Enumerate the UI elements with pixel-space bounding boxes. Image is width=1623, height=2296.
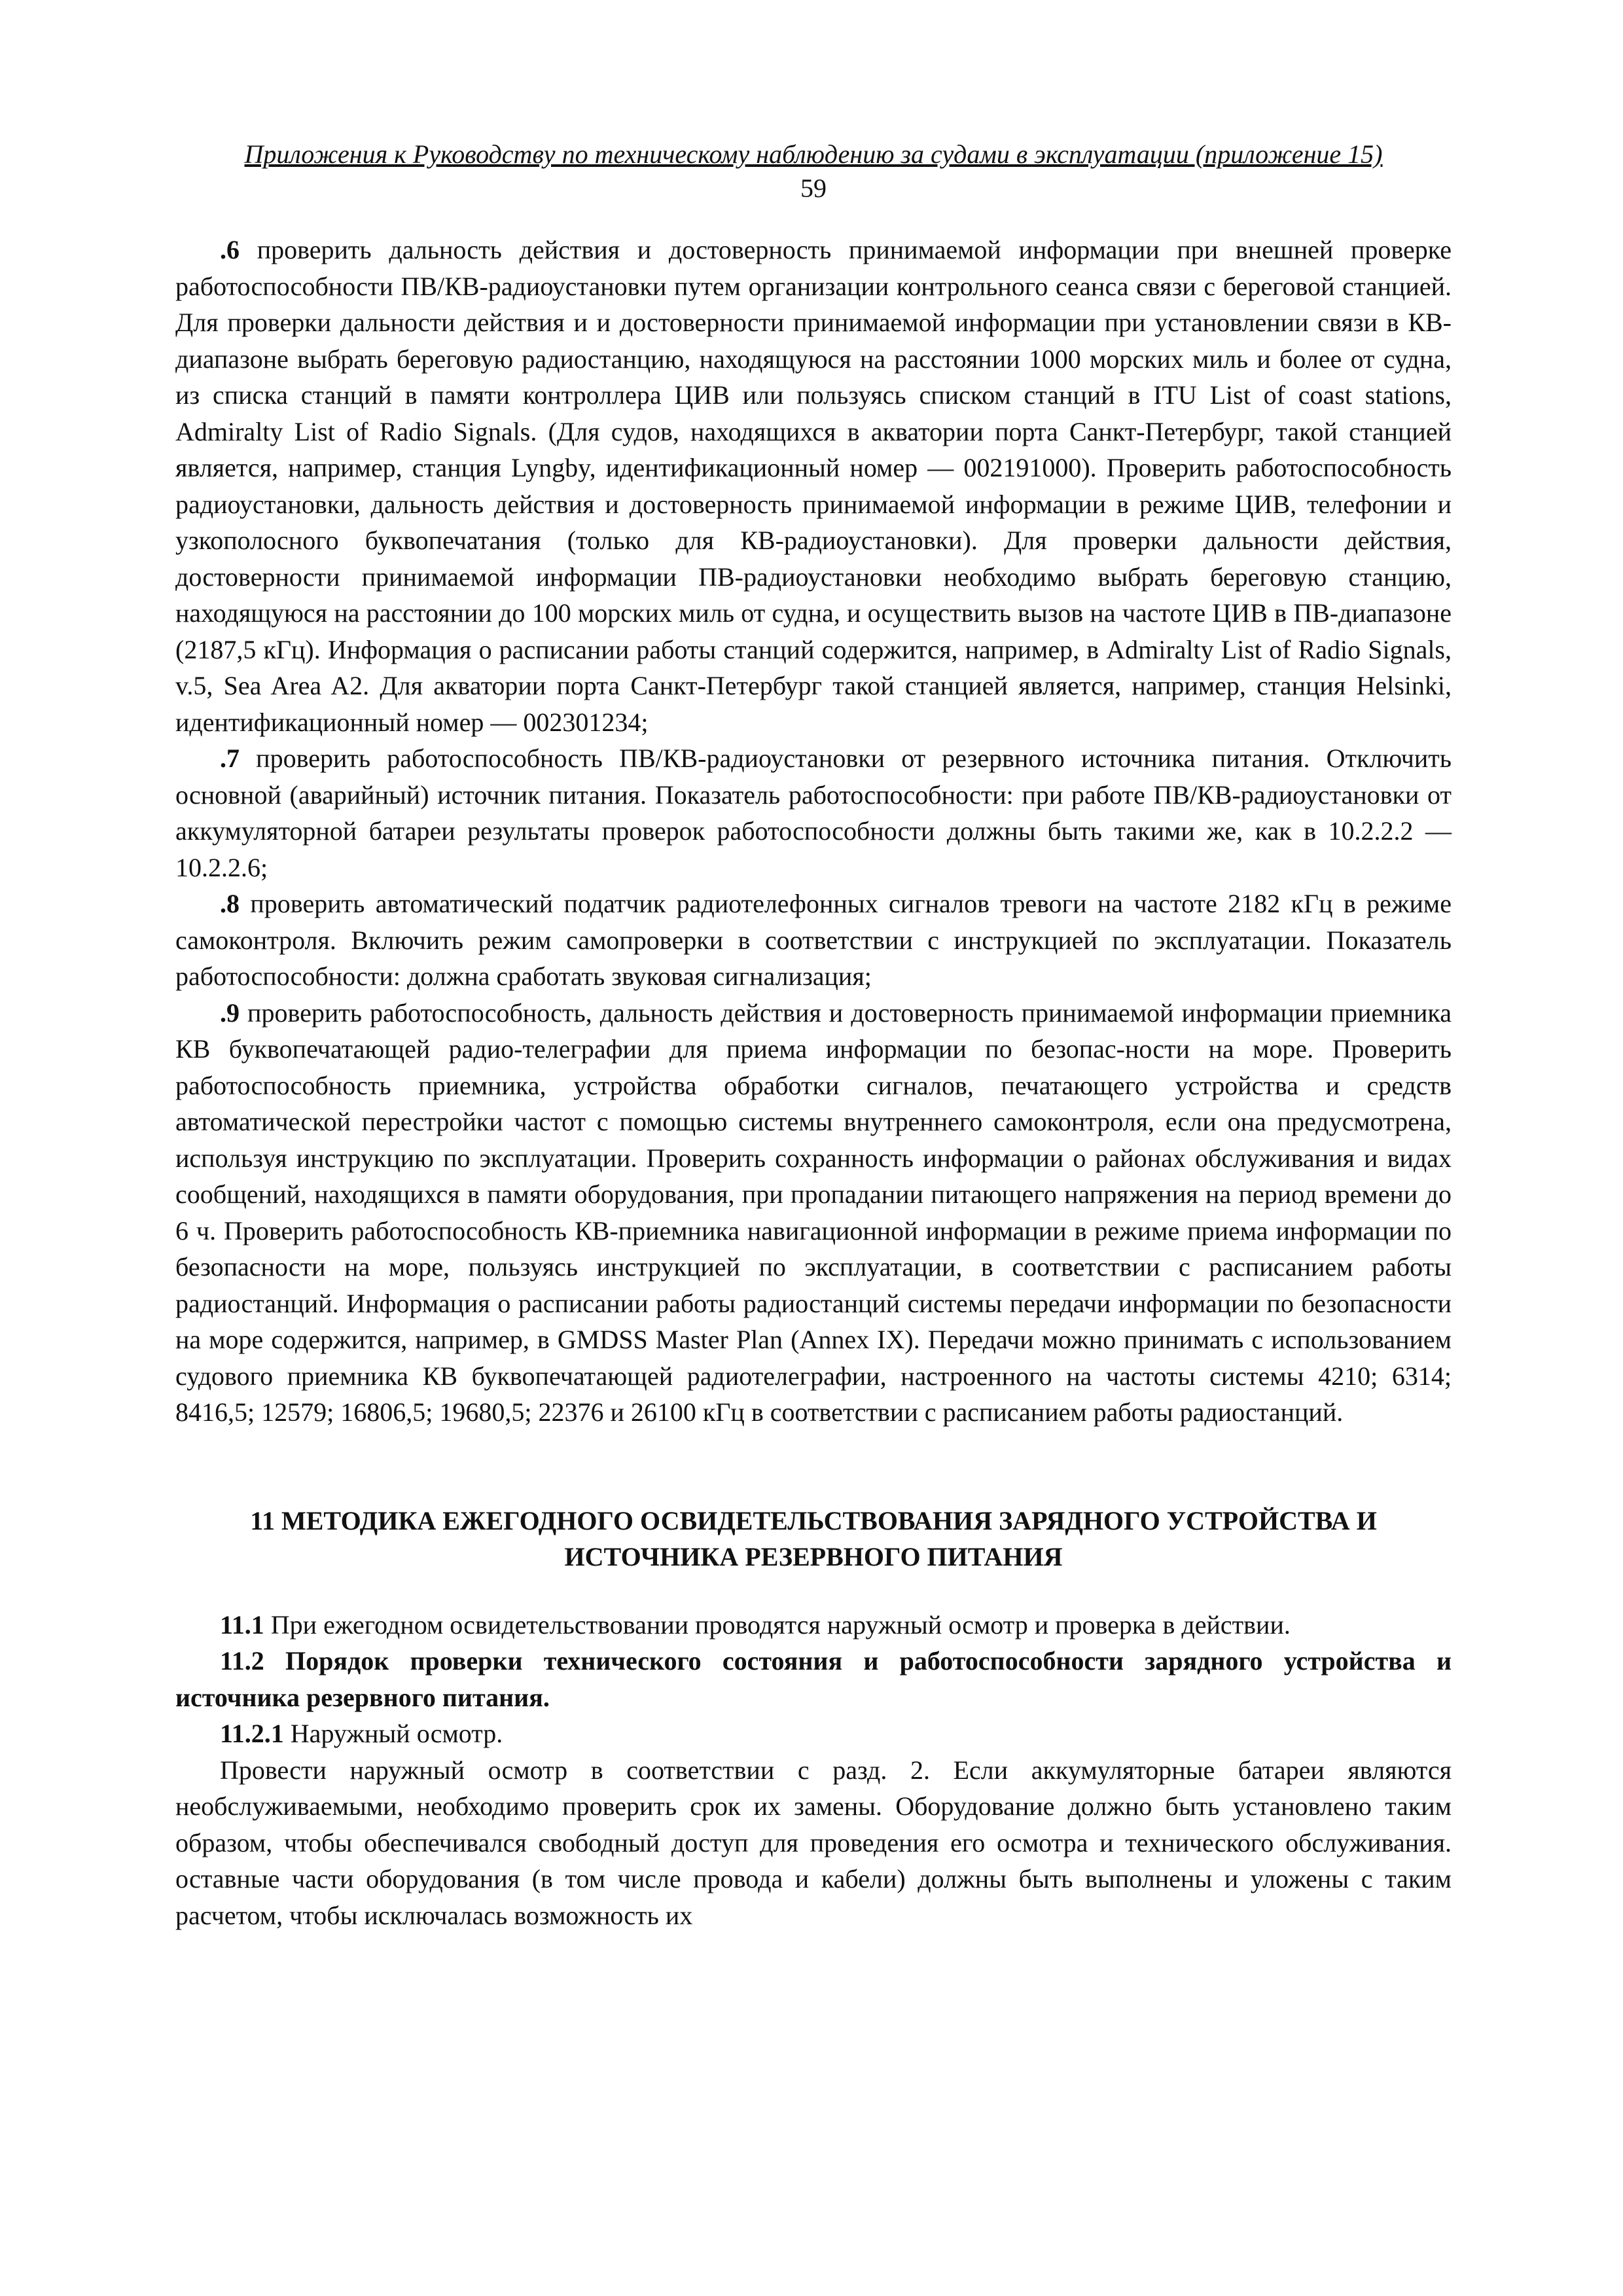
section-heading	[175, 1503, 1452, 1575]
paragraph-item-7	[175, 740, 1452, 886]
paragraph-item-6	[175, 232, 1452, 740]
item-number: 11.1	[220, 1609, 264, 1640]
section-heading-line-2: ИСТОЧНИКА РЕЗЕРВНОГО ПИТАНИЯ	[564, 1542, 1063, 1571]
paragraph-11-1	[175, 1607, 1452, 1643]
paragraph-inspection: Провести наружный осмотр в соответствии с разд. 2. Если аккумуляторные батареи являются необслуживаемыми, необходимо проверить срок их замены. Оборудование должно быть установлено таким образом, чтобы обеспечивался свободный доступ для проведения его осмотра и технического обслуживания. оставные части оборудования (в том числе провода и кабели) должны быть выполнены и уложены с таким расчетом, чтобы исключалась возможность их	[175, 1755, 1452, 1930]
section-heading-line-1: 11 МЕТОДИКА ЕЖЕГОДНОГО ОСВИДЕТЕЛЬСТВОВАНИЯ ЗАРЯДНОГО УСТРОЙСТВА И	[250, 1505, 1377, 1535]
item-text: При ежегодном освидетельствовании проводятся наружный осмотр и проверка в действии.	[264, 1609, 1291, 1640]
item-number: .9	[220, 997, 240, 1028]
item-text: Наружный осмотр.	[283, 1719, 503, 1748]
paragraph-item-8	[175, 886, 1452, 995]
running-header: Приложения к Руководству по техническому наблюдению за судами в эксплуатации (приложение 15)	[244, 139, 1383, 169]
item-number: .6	[220, 235, 240, 264]
page-number: 59	[800, 173, 827, 203]
item-text: проверить дальность действия и достоверность принимаемой информации при внешней проверке работоспособности ПВ/КВ-радиоустановки путем организации контрольного сеанса связи с береговой станцией. Для проверки дальности действия и и достоверности принимаемой информации при установлении связи в КВ-диапазоне выбрать береговую радиостанцию, находящуюся на расстоянии 1000 морских миль и более от судна, из списка станций в памяти контроллера ЦИВ или пользуясь списком станций в ITU List of coast stations, Admiralty List of Radio Signals. (Для судов, находящихся в акватории порта Санкт-Петербург, такой станцией является, например, станция Lyngby, идентификационный номер — 002191000). Проверить работоспособность радиоустановки, дальность действия и достоверность принимаемой информации в режиме ЦИВ, телефонии и узкополосного буквопечатания (только для КВ-радиоустановки). Для проверки дальности действия, достоверности принимаемой информации ПВ-радиоустановки необходимо выбрать береговую станцию, находящуюся на расстоянии до 100 морских миль от судна, и осуществить вызов на частоте ЦИВ в ПВ-диапазоне (2187,5 кГц). Информация о расписании работы станций содержится, например, в Admiralty List of Radio Signals, v.5, Sea Area A2. Для акватории порта Санкт-Петербург такой станцией является, например, станция Helsinki, идентификационный номер — 002301234;	[175, 235, 1452, 737]
document-page	[175, 137, 1452, 1933]
section-spacer	[175, 1431, 1452, 1503]
item-number: .8	[220, 889, 240, 918]
item-number: .7	[220, 744, 240, 773]
paragraph-item-9	[175, 995, 1452, 1431]
paragraph-11-2-1	[175, 1715, 1452, 1752]
item-text: проверить работоспособность, дальность действия и достоверность принимаемой информации приемника КВ буквопечатающей радио-телеграфии для приема информации по безопас-ности на море. Проверить работоспособность приемника, устройства обработки сигналов, печатающего устройства и средств автоматической перестройки частот с помощью системы внутреннего самоконтроля, если она предусмотрена, используя инструкцию по эксплуатации. Проверить сохранность информации о районах обслуживания и видах сообщений, находящихся в памяти оборудования, при пропадании питающего напряжения на период времени до 6 ч. Проверить работоспособность КВ-приемника навигационной информации в режиме приема информации по безопасности на море, пользуясь инструкцией по эксплуатации, в соответствии с расписанием работы радиостанций. Информация о расписании работы радиостанций системы передачи информации по безопасности на море содержится, например, в GMDSS Master Plan (Annex IX). Передачи можно принимать с использованием судового приемника КВ буквопечатающей радиотелеграфии, настроенного на частоты системы 4210; 6314; 8416,5; 12579; 16806,5; 19680,5; 22376 и 26100 кГц в соответствии с расписанием работы радиостанций.	[175, 997, 1452, 1427]
item-text: проверить автоматический податчик радиотелефонных сигналов тревоги на частоте 2182 кГц в режиме самоконтроля. Включить режим самопроверки в соответствии с инструкцией по эксплуатации. Показатель работоспособности: должна сработать звуковая сигнализация;	[175, 889, 1452, 991]
item-text: проверить работоспособность ПВ/КВ-радиоустановки от резервного источника питания. Отключить основной (аварийный) источник питания. Показатель работоспособности: при работе ПВ/КВ-радиоустановки от аккумуляторной батареи результаты проверок работоспособности должны быть такими же, как в 10.2.2.2 — 10.2.2.6;	[175, 744, 1452, 882]
item-number: 11.2.1	[220, 1719, 284, 1748]
paragraph-11-2: 11.2 Порядок проверки технического состояния и работоспособности зарядного устройства и источника резервного питания.	[175, 1646, 1452, 1712]
